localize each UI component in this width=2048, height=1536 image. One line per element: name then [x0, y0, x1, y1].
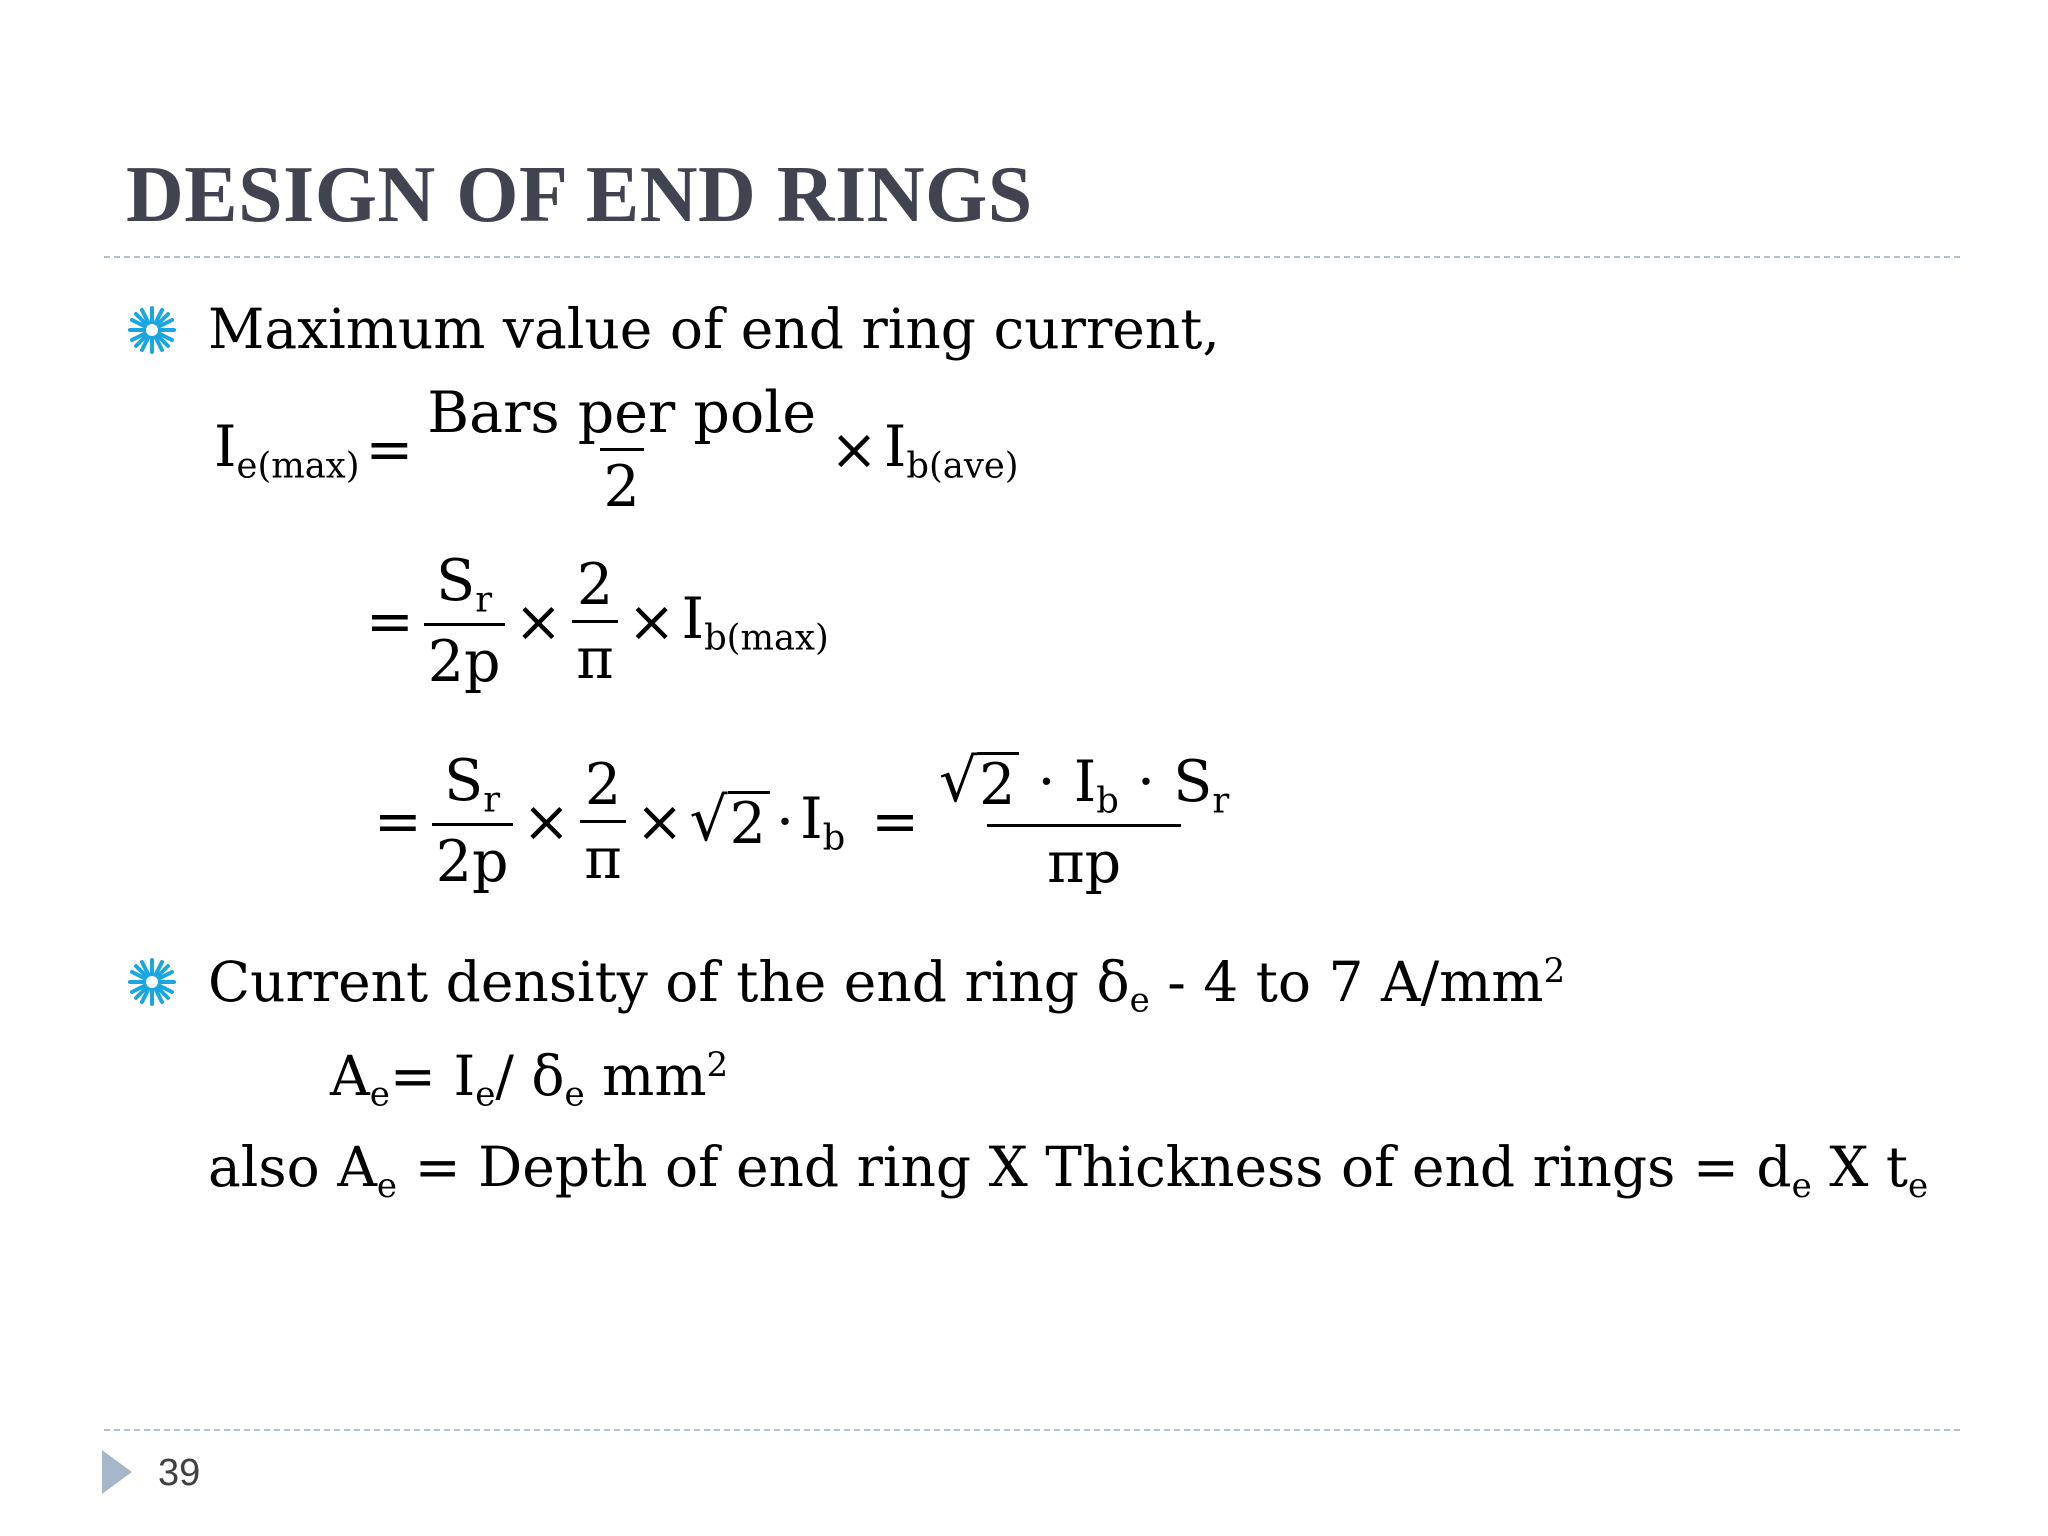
equation-end-ring-current: [214, 370, 1019, 530]
eq3-times-2: ×: [635, 789, 684, 855]
eq3-final-fraction: √ 2 · $I_b \cdot S_r$ πp: [938, 745, 1230, 897]
eq2-times-2: ×: [627, 589, 676, 655]
sqrt-icon: √: [938, 745, 978, 816]
eq3-equals: =: [374, 789, 422, 855]
eq2-times-1: ×: [514, 589, 563, 655]
page-number: 39: [158, 1452, 201, 1494]
eq1-times: ×: [830, 417, 878, 483]
triangle-right-icon: [102, 1450, 132, 1494]
eq1-equals: =: [365, 417, 414, 483]
eq3-ib: $I_b$: [800, 785, 846, 859]
eq3-times-1: ×: [522, 789, 571, 855]
eq3-sqrt-two: √ 2: [690, 791, 770, 853]
starburst-icon: [128, 306, 176, 354]
starburst-icon: [128, 958, 176, 1006]
area-depth-thickness: also $A_e$ = Depth of end ring X Thickness of end rings = $d_e$ X $t_e$: [208, 1135, 1929, 1206]
eq2-rhs: $I_{b(max)}$: [681, 585, 829, 659]
eq2-fraction-sr: $\frac{S_r}{2p}$: [424, 553, 505, 692]
equation-line-3: = $\frac{S_r}{2p}$ × $\frac{2}{\pi}$ × √ 2 · $I_b$ = √ 2 · $I_b \cdot S_r$ πp: [368, 742, 1237, 902]
top-divider: [104, 256, 1960, 258]
eq2-fraction-two-pi: $\frac{2}{\pi}$: [572, 557, 617, 688]
area-formula: $A_e= I_e/$ $\delta_e$ $mm^2$: [330, 1043, 729, 1115]
eq1-denominator: 2: [600, 448, 644, 516]
eq3-equals-2: =: [871, 789, 919, 855]
sqrt-icon: √: [689, 785, 728, 855]
eq2-equals: =: [366, 589, 414, 655]
bullet-max-current: Maximum value of end ring current,: [208, 297, 1220, 361]
eq1-rhs: $I_{b(ave)}$: [883, 413, 1019, 487]
bullet-current-density: Current density of the end ring $\delta_e - 4$ to 7 $A/mm^2$: [208, 949, 1566, 1021]
eq3-fraction-sr: $\frac{S_r}{2p}$: [432, 753, 513, 892]
eq1-numerator: Bars per pole: [427, 379, 817, 446]
page-title: DESIGN OF END RINGS: [126, 151, 1033, 239]
eq1-fraction: [423, 379, 820, 520]
eq3-fraction-two-pi: $\frac{2}{\pi}$: [580, 757, 625, 888]
eq1-lhs: $I_{e(max)}$: [214, 413, 360, 487]
bottom-divider: [104, 1429, 1960, 1431]
equation-line-2: [360, 542, 829, 702]
